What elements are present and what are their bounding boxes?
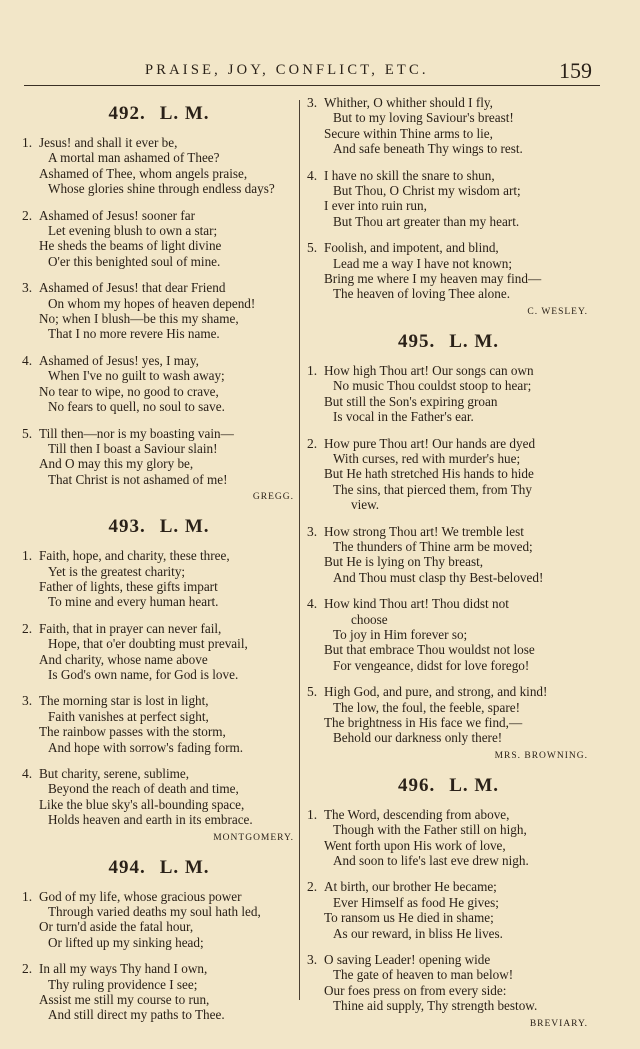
verse-line: And O may this my glory be, xyxy=(39,456,194,472)
verse-line: No tear to wipe, no good to crave, xyxy=(39,383,219,399)
stanza xyxy=(307,168,590,230)
stanza xyxy=(22,621,296,683)
verse-line: No music Thou couldst stoop to hear; xyxy=(333,378,532,394)
hymn-meter: L. M. xyxy=(159,516,210,538)
stanza-number: 4. xyxy=(22,766,33,781)
stanza xyxy=(22,766,296,828)
verse-line: The brightness in His face we find,— xyxy=(324,715,523,730)
verse-line: Our foes press on from every side: xyxy=(324,982,507,998)
stanza-number: 2. xyxy=(22,961,33,977)
verse-line: Faith, that in prayer can never fail, xyxy=(39,620,222,636)
running-head xyxy=(0,58,640,83)
stanza xyxy=(307,436,590,513)
verse-line: O saving Leader! opening wide xyxy=(324,952,491,968)
right-column xyxy=(307,95,590,1041)
verse-line: The Word, descending from above, xyxy=(324,806,510,822)
stanza xyxy=(22,135,296,197)
verse-line: Behold our darkness only there! xyxy=(333,730,503,746)
stanza-number: 4. xyxy=(22,352,33,368)
verse-line: In all my ways Thy hand I own, xyxy=(39,961,208,977)
verse-line: But to my loving Saviour's breast! xyxy=(333,110,514,126)
hymn xyxy=(307,773,590,1029)
stanza-number: 5. xyxy=(307,240,318,256)
verse-line: The rainbow passes with the storm, xyxy=(39,724,226,740)
verse-line: And charity, whose name above xyxy=(39,651,208,667)
verse-line: But still the Son's expiring groan xyxy=(324,393,498,409)
verse-line: Thy ruling providence I see; xyxy=(48,976,198,992)
verse-line: Father of lights, these gifts impart xyxy=(39,578,218,594)
header-rule xyxy=(24,85,600,86)
verse-line: The thunders of Thine arm be moved; xyxy=(333,538,533,554)
verse-line: And hope with sorrow's fading form. xyxy=(48,739,244,755)
hymn-number: 493. xyxy=(108,516,146,538)
verse-line: Through varied deaths my soul hath led, xyxy=(48,904,261,920)
verse-line: A mortal man ashamed of Thee? xyxy=(48,150,220,166)
stanza xyxy=(307,240,590,302)
hymn-heading xyxy=(22,101,296,127)
hymn-heading xyxy=(307,773,590,799)
verse-line: Though with the Father still on high, xyxy=(333,822,527,838)
stanza-number: 2. xyxy=(22,620,33,636)
hymn-heading xyxy=(22,514,296,540)
verse-line: As our reward, in bliss He lives. xyxy=(333,925,503,941)
verse-line: That Christ is not ashamed of me! xyxy=(48,471,228,487)
verse-line: Assist me still my course to run, xyxy=(39,992,210,1008)
verse-line: High God, and pure, and strong, and kind! xyxy=(324,684,548,700)
verse-line: That I no more revere His name. xyxy=(48,326,220,342)
stanza-number: 5. xyxy=(307,684,318,700)
verse-line: But He hath stretched His hands to hide xyxy=(324,466,534,482)
stanza-number: 1. xyxy=(22,135,33,150)
stanza-number: 3. xyxy=(307,952,318,968)
stanza-number: 2. xyxy=(307,879,318,895)
verse-line: And Thou must clasp thy Best-beloved! xyxy=(333,569,544,585)
stanza-number: 4. xyxy=(307,167,318,183)
verse-line: Yet is the greatest charity; xyxy=(48,563,186,579)
verse-line: I have no skill the snare to shun, xyxy=(324,167,495,183)
hymn-number: 495. xyxy=(397,330,436,352)
verse-line: He sheds the beams of light divine xyxy=(39,238,222,254)
verse-line: O'er this benighted soul of mine. xyxy=(48,253,221,269)
verse-line: Let evening blush to own a star; xyxy=(48,223,218,239)
stanza xyxy=(22,208,296,270)
hymn-heading xyxy=(22,855,296,881)
stanza-number: 2. xyxy=(307,435,318,451)
verse-line: Till then I boast a Saviour slain! xyxy=(48,440,218,456)
verse-line: For vengeance, didst for love forego! xyxy=(333,657,530,673)
hymn xyxy=(22,855,296,1023)
verse-line: And still direct my paths to Thee. xyxy=(48,1007,225,1023)
column-divider xyxy=(299,100,300,1000)
stanza xyxy=(22,889,296,951)
stanza xyxy=(307,952,590,1014)
verse-line: At birth, our brother He became; xyxy=(324,879,497,895)
stanza-number: 3. xyxy=(22,280,33,296)
verse-line: How strong Thou art! We tremble lest xyxy=(324,523,524,539)
verse-line: Lead me a way I have not known; xyxy=(333,255,513,271)
stanza xyxy=(307,807,590,869)
stanza xyxy=(307,95,590,157)
verse-line: Ashamed of Jesus! yes, I may, xyxy=(39,352,199,368)
verse-line: Ashamed of Thee, whom angels praise, xyxy=(39,165,248,181)
stanza xyxy=(22,280,296,342)
stanza xyxy=(22,426,296,488)
hymn-number: 494. xyxy=(108,856,146,878)
verse-line: How kind Thou art! Thou didst not xyxy=(324,596,509,612)
verse-line: The gate of heaven to man below! xyxy=(333,967,514,983)
hymn-meter: L. M. xyxy=(449,774,500,796)
verse-line: To mine and every human heart. xyxy=(48,594,219,610)
verse-line: Ashamed of Jesus! sooner far xyxy=(39,207,196,223)
verse-line: Hope, that o'er doubting must prevail, xyxy=(48,636,248,652)
verse-line: Jesus! and shall it ever be, xyxy=(39,135,178,150)
stanza xyxy=(22,693,296,755)
verse-line: And safe beneath Thy wings to rest. xyxy=(333,141,523,157)
verse-line: Faith, hope, and charity, these three, xyxy=(39,548,230,564)
hymn xyxy=(307,95,590,317)
stanza xyxy=(22,548,296,610)
stanza-number: 1. xyxy=(307,362,318,378)
stanza-number: 3. xyxy=(307,95,318,110)
stanza xyxy=(307,363,590,425)
verse-line: Beyond the reach of death and time, xyxy=(48,781,239,797)
verse-line: Or turn'd aside the fatal hour, xyxy=(39,919,194,935)
verse-line: When I've no guilt to wash away; xyxy=(48,368,225,384)
running-title: PRAISE, JOY, CONFLICT, ETC. xyxy=(145,62,429,78)
stanza-number: 4. xyxy=(307,596,318,612)
verse-line: Whose glories shine through endless days? xyxy=(48,181,275,197)
hymn-number: 492. xyxy=(108,103,146,124)
hymn-meter: L. M. xyxy=(159,856,210,878)
author-attribution: MONTGOMERY. xyxy=(213,832,294,843)
page-number: 159 xyxy=(559,58,592,83)
hymn-meter: L. M. xyxy=(159,103,210,124)
stanza-number: 3. xyxy=(22,693,33,709)
verse-line: But He is lying on Thy breast, xyxy=(324,554,484,570)
author-attribution: C. WESLEY. xyxy=(527,306,588,317)
verse-line: Is vocal in the Father's ear. xyxy=(333,409,474,425)
verse-line: Is God's own name, for God is love. xyxy=(48,666,239,682)
verse-line: Ashamed of Jesus! that dear Friend xyxy=(39,280,226,296)
verse-line: How high Thou art! Our songs can own xyxy=(324,362,534,378)
verse-line: But that embrace Thou wouldst not lose xyxy=(324,642,535,658)
left-column xyxy=(22,95,296,1034)
hymn xyxy=(307,329,590,761)
stanza xyxy=(307,879,590,941)
stanza-number: 1. xyxy=(307,806,318,822)
verse-line: Thine aid supply, Thy strength bestow. xyxy=(333,998,538,1014)
verse-line: Secure within Thine arms to lie, xyxy=(324,125,493,141)
stanza-number: 2. xyxy=(22,207,33,223)
verse-line: I ever into ruin run, xyxy=(324,198,427,214)
verse-line: The morning star is lost in light, xyxy=(39,693,209,709)
stanza xyxy=(307,524,590,586)
author-attribution: MRS. BROWNING. xyxy=(494,750,588,761)
stanza-number: 5. xyxy=(22,425,33,441)
verse-line: But Thou, O Christ my wisdom art; xyxy=(333,183,521,199)
stanza-number: 1. xyxy=(22,548,33,564)
author-attribution: BREVIARY. xyxy=(529,1018,588,1029)
verse-line: choose xyxy=(351,611,388,627)
stanza xyxy=(307,596,590,673)
hymn-number: 496. xyxy=(397,774,436,796)
verse-line: God of my life, whose gracious power xyxy=(39,888,242,904)
verse-line: On whom my hopes of heaven depend! xyxy=(48,295,256,311)
hymn xyxy=(22,514,296,843)
verse-line: Went forth upon His work of love, xyxy=(324,837,506,853)
verse-line: No; when I blush—be this my shame, xyxy=(39,311,239,327)
verse-line: Or lifted up my sinking head; xyxy=(48,934,204,950)
verse-line: Whither, O whither should I fly, xyxy=(324,95,493,110)
verse-line: To joy in Him forever so; xyxy=(333,626,468,642)
verse-line: Like the blue sky's all-bounding space, xyxy=(39,796,245,812)
verse-line: Ever Himself as food He gives; xyxy=(333,894,499,910)
verse-line: The sins, that pierced them, from Thy xyxy=(333,481,532,497)
verse-line: Faith vanishes at perfect sight, xyxy=(48,708,209,724)
verse-line: The low, the foul, the feeble, spare! xyxy=(333,699,520,715)
hymn-meter: L. M. xyxy=(449,330,500,352)
verse-line: Holds heaven and earth in its embrace. xyxy=(48,812,253,828)
verse-line: And soon to life's last eve drew nigh. xyxy=(333,853,529,869)
verse-line: But Thou art greater than my heart. xyxy=(333,213,520,229)
stanza xyxy=(307,684,590,746)
verse-line: The heaven of loving Thee alone. xyxy=(333,286,510,302)
verse-line: But charity, serene, sublime, xyxy=(39,766,190,781)
hymn-heading xyxy=(307,329,590,355)
verse-line: Bring me where I my heaven may find— xyxy=(324,271,542,287)
stanza-number: 3. xyxy=(307,523,318,539)
stanza xyxy=(22,353,296,415)
verse-line: To ransom us He died in shame; xyxy=(324,910,494,926)
verse-line: With curses, red with murder's hue; xyxy=(333,450,521,466)
verse-line: How pure Thou art! Our hands are dyed xyxy=(324,435,536,451)
author-attribution: GREGG. xyxy=(252,492,294,503)
verse-line: view. xyxy=(351,497,380,513)
verse-line: Till then—nor is my boasting vain— xyxy=(39,425,234,441)
verse-line: Foolish, and impotent, and blind, xyxy=(324,240,499,256)
stanza xyxy=(22,961,296,1023)
verse-line: No fears to quell, no soul to save. xyxy=(48,399,225,415)
stanza-number: 1. xyxy=(22,888,33,904)
hymn xyxy=(22,101,296,502)
